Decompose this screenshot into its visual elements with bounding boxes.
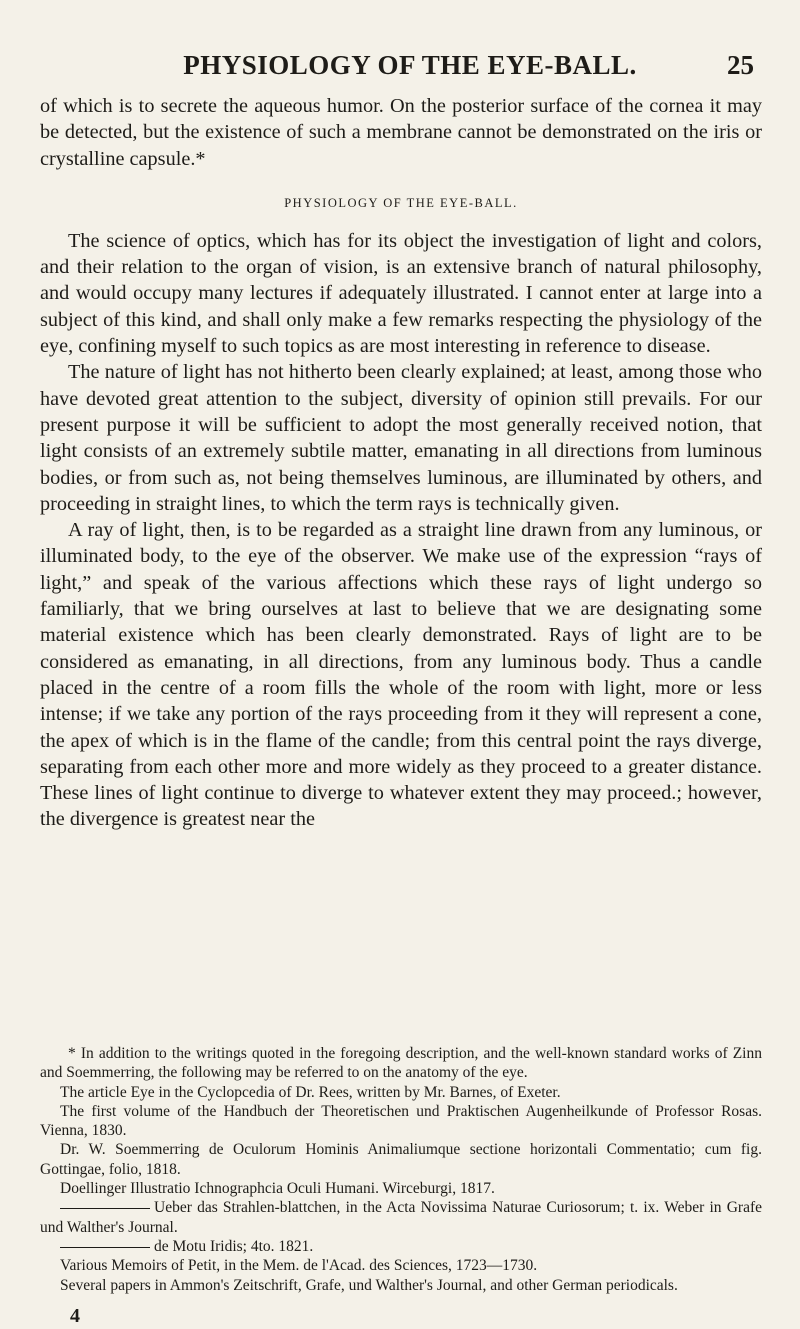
signature-mark: 4	[70, 1305, 80, 1327]
ditto-rule	[60, 1247, 150, 1248]
page-number: 25	[727, 50, 754, 80]
body-text	[40, 93, 762, 833]
footnote-item: Dr. W. Soemmerring de Oculorum Hominis Animaliumque sectione horizontali Commentatio; cum fig. Gottingae, folio, 1818.	[40, 1141, 762, 1178]
paragraph-continued: of which is to secrete the aqueous humor. On the posterior surface of the cornea it may be detected, but the existence of such a membrane cannot be demonstrated on the iris or crystalline capsule.*	[40, 95, 762, 170]
running-title: PHYSIOLOGY OF THE EYE-BALL.	[183, 50, 637, 80]
ditto-rule	[60, 1208, 150, 1209]
paragraph-nature-of-light: The nature of light has not hitherto been clearly explained; at least, among those who have devoted great attention to the subject, diversity of opinion still prevails. For our present purpose it will be sufficient to adopt the most generally received notion, that light consists of an extremely subtile matter, emanating in all directions from luminous bodies, or from such as, not being themselves luminous, are illuminated by others, and proceeding in straight lines, to which the term rays is technically given.	[40, 361, 762, 515]
footnote-item: Doellinger Illustratio Ichnographcia Oculi Humani. Wirceburgi, 1817.	[60, 1180, 495, 1198]
footnotes	[40, 1044, 762, 1295]
footnote-item: Various Memoirs of Petit, in the Mem. de l'Acad. des Sciences, 1723—1730.	[60, 1257, 538, 1275]
paragraph-ray-of-light: A ray of light, then, is to be regarded as a straight line drawn from any luminous, or illuminated body, to the eye of the observer. We make use of the expression “rays of light,” and speak of the various affections which these rays of light undergo so familiarly, that we bring ourselves at last to believe that we are designating some material existence which has been clearly demonstrated. Rays of light are to be considered as emanating, in all directions, from any luminous body. Thus a candle placed in the centre of a room fills the whole of the room with light, more or less intense; if we take any portion of the rays proceeding from it they will represent a cone, the apex of which is in the flame of the candle; from this central point the rays diverge, separating from each other more and more widely as they proceed to a greater distance. These lines of light continue to diverge to whatever extent they may proceed.; however, the divergence is greatest near the	[40, 519, 762, 831]
footnote-item: The first volume of the Handbuch der Theoretischen und Praktischen Augenheilkunde of Professor Rosas. Vienna, 1830.	[40, 1102, 762, 1140]
paragraph-optics: The science of optics, which has for its object the investigation of light and colors, and their relation to the organ of vision, is an extensive branch of natural philosophy, and would occupy many lectures if adequately illustrated. I cannot enter at large into a subject of this kind, and shall only make a few remarks respecting the physiology of the eye, confining myself to such topics as are most interesting in reference to disease.	[40, 229, 762, 358]
section-heading: PHYSIOLOGY OF THE EYE-BALL.	[284, 195, 518, 210]
footnote-intro: * In addition to the writings quoted in the foregoing description, and the well-known standard works of Zinn and Soemmerring, the following may be referred to on the anatomy of the eye.	[40, 1045, 762, 1082]
footnote-item-ditto: de Motu Iridis; 4to. 1821.	[40, 1237, 762, 1256]
footnote-item: Several papers in Ammon's Zeitschrift, Grafe, und Walther's Journal, and other German periodicals.	[60, 1276, 678, 1294]
footnote-item: The article Eye in the Cyclopcedia of Dr. Rees, written by Mr. Barnes, of Exeter.	[60, 1083, 561, 1101]
footnote-item-ditto: Ueber das Strahlen-blattchen, in the Acta Novissima Naturae Curiosorum; t. ix. Weber in Grafe und Walther's Journal.	[40, 1199, 762, 1236]
